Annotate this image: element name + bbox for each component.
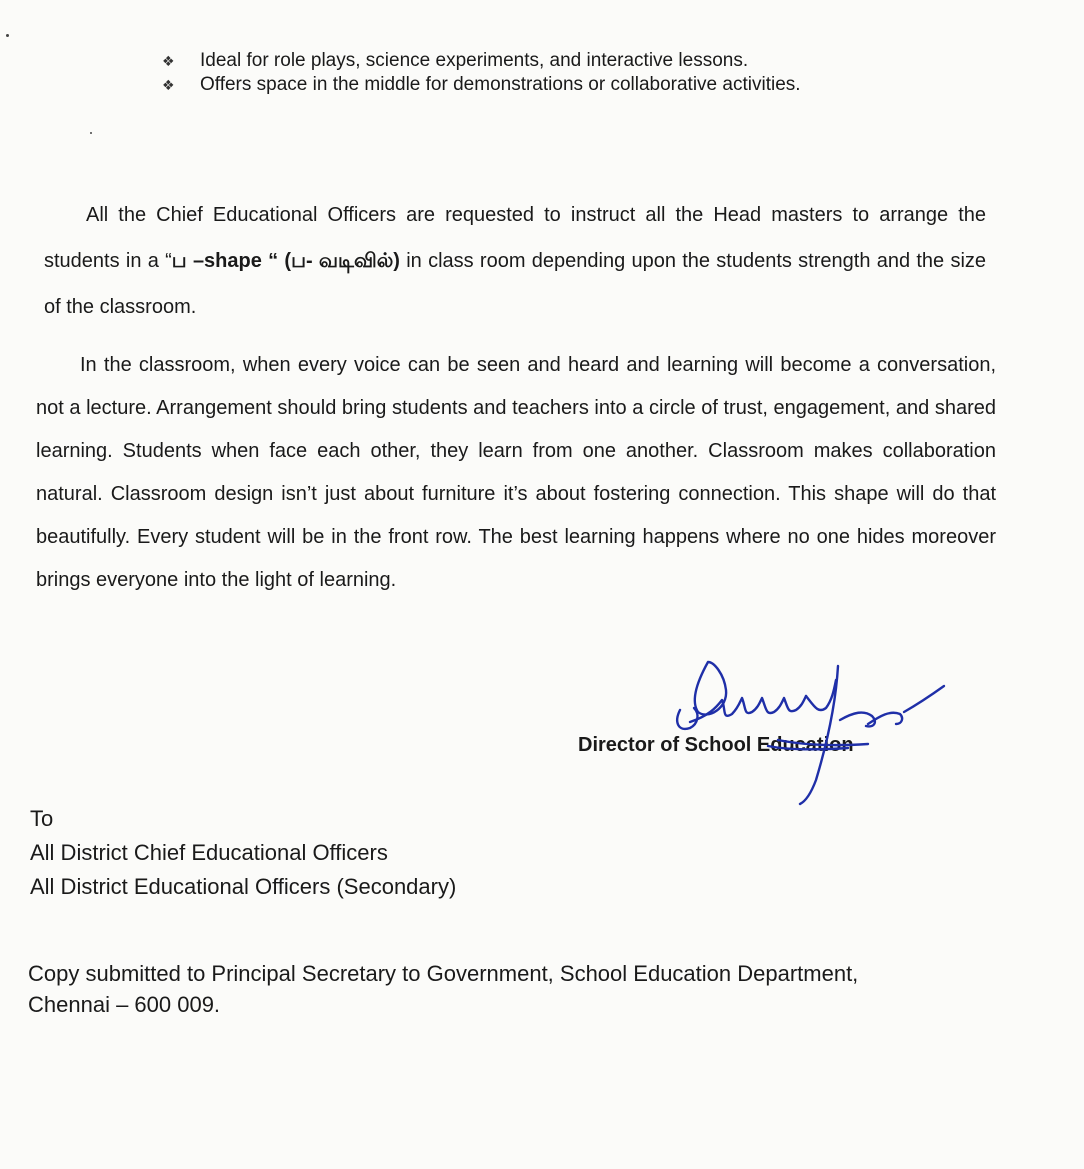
bullet-list bbox=[162, 50, 922, 98]
copy-submitted-line: Copy submitted to Principal Secretary to Government, School Education Department, Chennai – 600 009. bbox=[28, 961, 859, 1017]
diamond-bullet-icon: ❖ bbox=[162, 77, 175, 93]
shape-term: ப –shape “ (ப- வடிவில்) bbox=[171, 250, 400, 272]
recipient-line: All District Educational Officers (Secondary) bbox=[30, 874, 457, 899]
recipient-line: All District Chief Educational Officers bbox=[30, 840, 388, 865]
recipients-block bbox=[30, 802, 456, 904]
instruction-text-part1: All the Chief Educational Officers are requested to instruct all the Head masters to arrange the students in a “ bbox=[44, 204, 986, 272]
diamond-bullet-icon: ❖ bbox=[162, 53, 175, 69]
bullet-item bbox=[162, 74, 922, 96]
bullet-text: Ideal for role plays, science experiments, and interactive lessons. bbox=[200, 50, 749, 71]
signatory-designation: Director of School Education bbox=[578, 734, 854, 756]
instruction-text-part2: in class room depending upon the students strength and the size of the classroom. bbox=[44, 250, 987, 318]
instruction-paragraph bbox=[44, 192, 986, 330]
bullet-text: Offers space in the middle for demonstrations or collaborative activities. bbox=[200, 74, 801, 95]
rationale-paragraph: In the classroom, when every voice can be seen and heard and learning will become a conversation, not a lecture. Arrangement should bring students and teachers into a circle of trust, engagement, and shared learning. Students when face each other, they learn from one another. Classroom makes collaboration natural. Classroom design isn’t just about furniture it’s about fostering connection. This shape will do that beautifully. Every student will be in the front row. The best learning happens where no one hides moreover brings everyone into the light of learning. bbox=[36, 354, 996, 591]
handwritten-signature bbox=[668, 650, 958, 810]
to-label: To bbox=[30, 806, 54, 831]
bullet-item bbox=[162, 50, 922, 72]
signature-block bbox=[578, 650, 958, 810]
speck-mark bbox=[6, 34, 9, 37]
speck-mark bbox=[90, 132, 92, 134]
